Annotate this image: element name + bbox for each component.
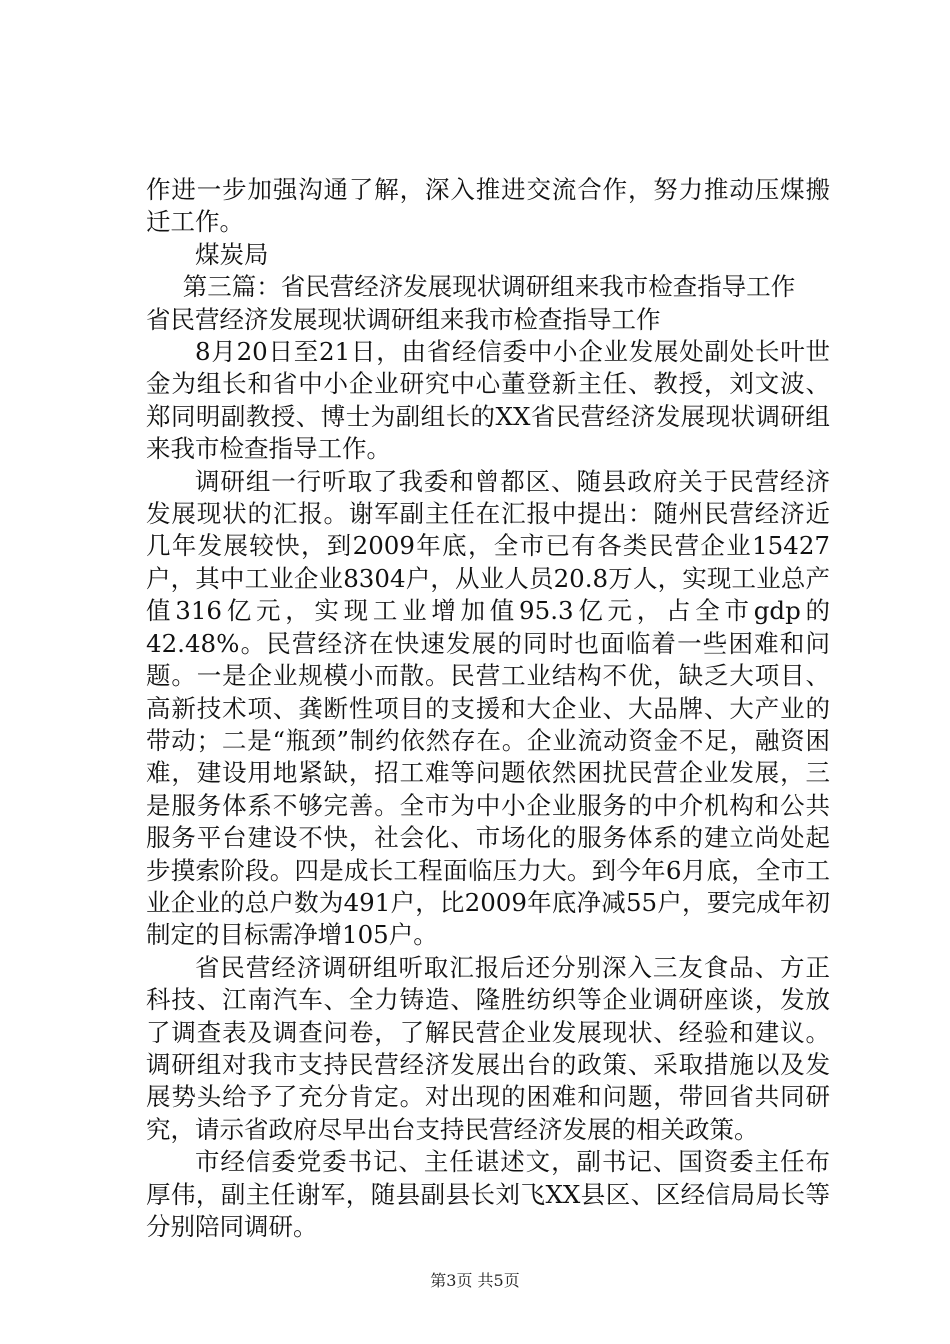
page-indicator: 第3页 共5页 <box>430 1271 520 1290</box>
paragraph-research: 省民营经济调研组听取汇报后还分别深入三友食品、方正科技、江南汽车、全力铸造、隆胜纺织等企业调研座谈，发放了调查表及调查问卷，了解民营企业发展现状、经验和建议。调研组对我市支持民营经济发展出台的政策、采取措施以及发展势头给予了充分肯定。对出现的困难和问题，带回省共同研究，请示省政府尽早出台支持民营经济发展的相关政策。 <box>146 952 830 1144</box>
paragraph-accompany: 市经信委党委书记、主任谌述文，副书记、国资委主任布厚伟，副主任谢军，随县副县长刘飞XX县区、区经信局局长等分别陪同调研。 <box>146 1147 830 1241</box>
document-body <box>146 174 830 1243</box>
paragraph-continuation: 作进一步加强沟通了解，深入推进交流合作，努力推动压煤搬迁工作。 <box>146 175 830 237</box>
paragraph-report: 调研组一行听取了我委和曾都区、随县政府关于民营经济发展现状的汇报。谢军副主任在汇报中提出：随州民营经济近几年发展较快，到2009年底，全市已有各类民营企业15427户，其中工业企业8304户，从业人员20.8万人，实现工业总产值316亿元，实现工业增加值95.3亿元，占全市gdp的42.48%。民营经济在快速发展的同时也面临着一些困难和问题。一是企业规模小而散。民营工业结构不优，缺乏大项目、高新技术项、龚断性项目的支援和大企业、大品牌、大产业的带动；二是“瓶颈”制约依然存在。企业流动资金不足，融资困难，建设用地紧缺，招工难等问题依然困扰民营企业发展，三是服务体系不够完善。全市为中小企业服务的中介机构和公共服务平台建设不快，社会化、市场化的服务体系的建立尚处起步摸索阶段。四是成长工程面临压力大。到今年6月底，全市工业企业的总户数为491户，比2009年底净减55户，要完成年初制定的目标需净增105户。 <box>146 466 830 950</box>
page-footer <box>0 1268 950 1291</box>
article-title: 省民营经济发展现状调研组来我市检查指导工作 <box>146 304 661 334</box>
section-heading: 第三篇：省民营经济发展现状调研组来我市检查指导工作 <box>182 272 796 302</box>
signature-coal-bureau: 煤炭局 <box>195 239 269 269</box>
paragraph-intro: 8月20日至21日，由省经信委中小企业发展处副处长叶世金为组长和省中小企业研究中心董登新主任、教授，刘文波、郑同明副教授、博士为副组长的XX省民营经济发展现状调研组来我市检查指导工作。 <box>146 337 830 464</box>
